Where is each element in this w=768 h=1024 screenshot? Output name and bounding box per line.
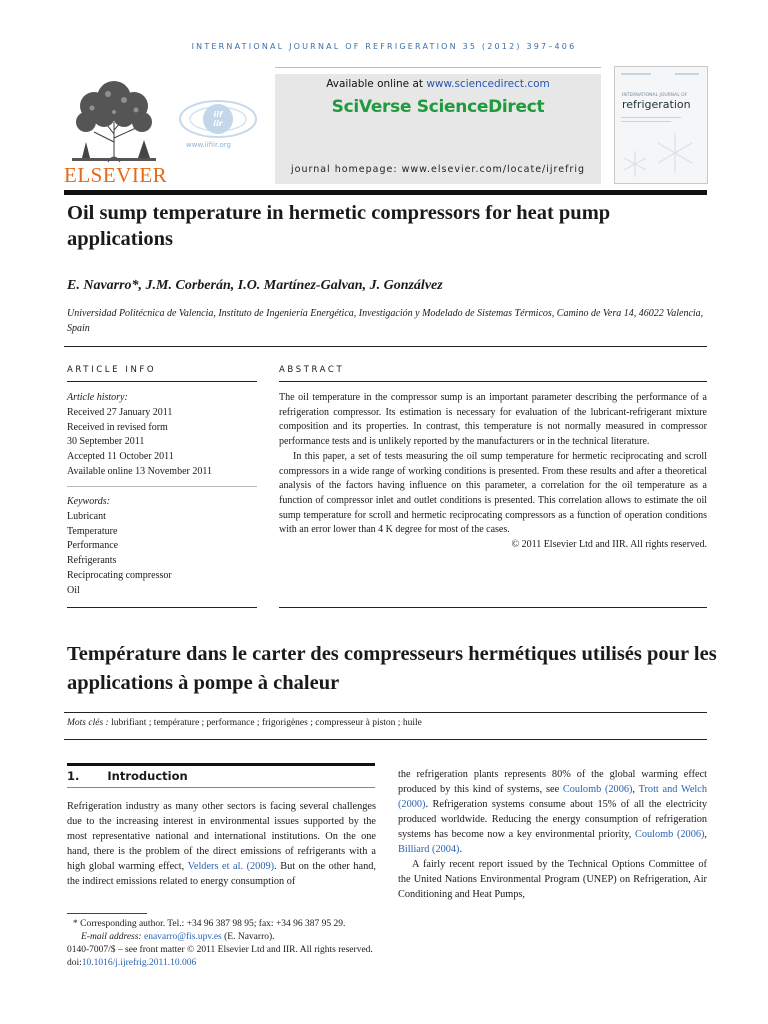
iifiir-url[interactable]: www.iifiir.org [186, 141, 231, 149]
intro-heading-underline [67, 787, 375, 788]
section-rule [64, 346, 707, 347]
article-history [67, 391, 257, 480]
issn-line: 0140-7007/$ – see front matter © 2011 Elsevier Ltd and IIR. All rights reserved. [67, 945, 373, 955]
history-item: 30 September 2011 [67, 436, 145, 448]
history-item: Received 27 January 2011 [67, 406, 173, 418]
info-divider [67, 486, 257, 487]
intro-title: Introduction [107, 769, 188, 783]
header-rule [275, 67, 601, 68]
email-line [67, 931, 487, 944]
cover-title: refrigeration [622, 98, 691, 111]
history-item: Available online 13 November 2011 [67, 465, 212, 477]
cover-decoration [675, 73, 699, 75]
abstract-bottom-rule [279, 607, 707, 608]
mots-cles-bottom-rule [64, 739, 707, 740]
intro-right-text: the refrigeration plants represents 80% of the global warming effect produced by this kind of systems, see [398, 769, 707, 795]
svg-text:iif: iif [213, 110, 223, 119]
keywords-label: Keywords: [67, 496, 110, 507]
keyword-item: Temperature [67, 525, 118, 537]
history-item: Received in revised form [67, 421, 168, 433]
affiliation: Universidad Politécnica de Valencia, Instituto de Ingeniería Energética, Investigación y Modelado de Sistemas Térmicos, Camino de Vera 14, 46022 Valencia, Spain [67, 308, 704, 334]
journal-homepage[interactable]: journal homepage: www.elsevier.com/locate/ijrefrig [291, 164, 585, 175]
abstract-copyright: © 2011 Elsevier Ltd and IIR. All rights reserved. [511, 539, 707, 551]
abstract-paragraph-2: In this paper, a set of tests measuring the oil sump temperature for hermetic reciprocating and scroll compressors in a wide range of working conditions is presented. From these results and after a theoretical analysis of the factors having influence on this parameter, a correlation for the oil temperature as a function of compressor inlet and outlet conditions is presented. This correlation allows to estimate the oil sump temperature for scroll and hermetic reciprocating compressors as a function of operation conditions with an error lower than 4 K degree for most of the cases. [279, 450, 707, 536]
keyword-item: Oil [67, 584, 80, 596]
intro-right-text: , [704, 829, 707, 840]
snowflake-icon [615, 127, 707, 183]
corresponding-author: * Corresponding author. Tel.: +34 96 387 98 95; fax: +34 96 387 95 29. [73, 919, 346, 929]
footnote-rule [67, 913, 147, 914]
cover-decoration [621, 73, 651, 75]
mots-cles-label: Mots clés : [67, 718, 109, 728]
email-link[interactable]: enavarro@fis.upv.es [143, 932, 222, 942]
sciencedirect-link[interactable]: www.sciencedirect.com [426, 78, 550, 90]
intro-right-paragraph-2: A fairly recent report issued by the Technical Options Committee of the United Nations Environmental Program (UNEP) on Refrigeration, Air Conditioning and Heat Pumps, [398, 859, 707, 900]
intro-right-text: , [632, 784, 639, 795]
french-title: Température dans le carter des compresseurs hermétiques utilisés pour les applications à pompe à chaleur [67, 643, 717, 694]
intro-heading-rule [67, 763, 375, 766]
article-title: Oil sump temperature in hermetic compressors for heat pump applications [67, 202, 611, 250]
cover-decoration [621, 121, 671, 122]
email-label: E-mail address: [81, 932, 144, 942]
sciverse-brand: SciVerse ScienceDirect [331, 97, 545, 117]
keyword-item: Performance [67, 540, 119, 552]
doi-link[interactable]: 10.1016/j.ijrefrig.2011.10.006 [81, 958, 197, 968]
citation-link[interactable]: Velders et al. (2009) [187, 861, 275, 872]
available-online [275, 78, 601, 90]
available-prefix: Available online at [326, 78, 427, 90]
citation-link[interactable]: Billiard (2004) [398, 844, 460, 855]
mots-cles-top-rule [64, 712, 707, 713]
history-label: Article history: [67, 392, 128, 403]
cover-decoration [621, 117, 681, 118]
intro-right-text: . [459, 844, 463, 855]
intro-heading [67, 769, 188, 783]
intro-left-text: Refrigeration industry as many other sectors is facing several challenges due to the increasing interest in environmental issues supported by the most representative national and international institutions. On the one hand, there is the problem of the direct emissions of refrigerants with a high global warming effect, [67, 801, 376, 872]
citation-link[interactable]: Coulomb (2006) [634, 829, 705, 840]
intro-right-column [398, 767, 707, 902]
svg-text:iir: iir [213, 119, 223, 128]
abstract-rule [279, 381, 707, 382]
mots-cles [67, 718, 707, 728]
title-rule [64, 190, 707, 195]
keywords [67, 495, 257, 599]
cover-small-label: INTERNATIONAL JOURNAL OF [622, 93, 688, 98]
elsevier-wordmark: ELSEVIER [64, 163, 168, 187]
article-info-heading: ARTICLE INFO [67, 365, 157, 375]
authors: E. Navarro*, J.M. Corberán, I.O. Martínez-Galvan, J. Gonzálvez [67, 278, 443, 293]
history-item: Accepted 11 October 2011 [67, 451, 174, 463]
footnotes [67, 918, 487, 970]
abstract-heading: ABSTRACT [279, 365, 345, 375]
keyword-item: Refrigerants [67, 555, 117, 567]
abstract-body [279, 391, 707, 553]
intro-left-text: . But on the other hand, the indirect emissions related to energy consumption of [67, 861, 376, 887]
running-head: INTERNATIONAL JOURNAL OF REFRIGERATION 35 (2012) 397–406 [191, 42, 577, 51]
doi-line [67, 957, 487, 970]
mots-cles-values: lubrifiant ; température ; performance ; frigorigènes ; compresseur à piston ; huile [108, 718, 422, 728]
intro-right-paragraph [398, 767, 707, 857]
intro-number: 1. [67, 769, 80, 783]
intro-right-text: . Refrigeration systems consume about 15% of all the electricity produced worldwide. Reducing the energy consumption of refrigeration systems has become now a key environmental priority, [398, 799, 707, 840]
journal-cover [614, 66, 708, 184]
doi-label: doi: [67, 958, 82, 968]
citation-link[interactable]: Coulomb (2006) [562, 784, 633, 795]
email-suffix: (E. Navarro). [221, 932, 275, 942]
keyword-item: Reciprocating compressor [67, 569, 172, 581]
citation-link[interactable]: Trott and Welch (2000) [398, 784, 707, 810]
article-info-bottom-rule [67, 607, 257, 608]
intro-left-column [67, 799, 376, 889]
abstract-paragraph-1: The oil temperature in the compressor sump is an important parameter describing the performance of a refrigeration compressor. Its estimation is necessary for evaluation of the lubricant-refrigerant mixture composition and its properties. In contrast, this temperature is not normally measured in compressor performance tests and is unlikely reported by the manufacturers or in the technical literature. [279, 392, 707, 448]
article-info-rule [67, 381, 257, 382]
keyword-item: Lubricant [67, 510, 106, 522]
